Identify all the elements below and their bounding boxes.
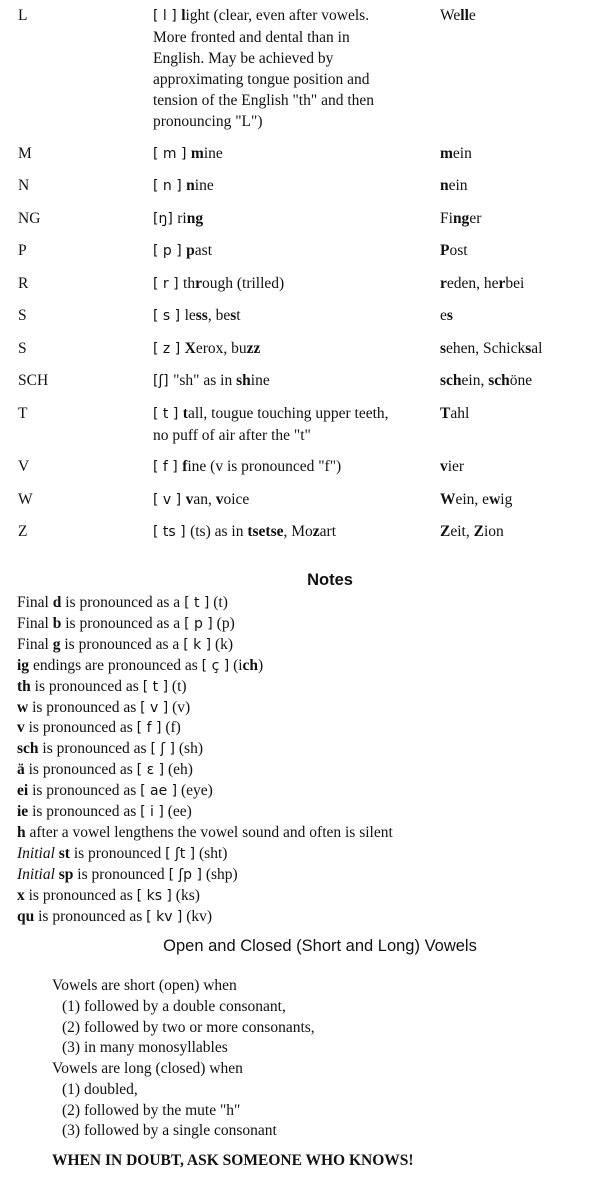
text-run: (p) [212,614,235,632]
bold-text: m [440,144,453,162]
example-cell [440,456,588,489]
bold-text: s [440,339,447,357]
bold-text: ll [460,7,469,24]
text-run: ine [250,372,270,389]
note-line [17,635,587,656]
bold-text: th [17,677,31,695]
bold-text: m [190,144,204,162]
bold-text: n [440,177,449,194]
example-cell [440,143,588,176]
text-run: is pronounced as [28,698,141,716]
bold-text: v [440,458,448,475]
bold-text: h [17,823,26,841]
ipa-symbol: [ p ] [184,615,213,632]
letter-cell: N [18,177,30,194]
text-run: (sh) [175,740,203,758]
italic-text: Initial [17,865,55,883]
text-run: oice [223,490,250,508]
note-line [17,656,587,677]
sound-cell [153,521,440,554]
letter-cell: Z [18,523,28,540]
sound-cell [153,489,440,522]
letter-cell: L [18,7,28,24]
text-run: , be [207,307,231,324]
bold-text: f [182,458,188,475]
bold-text: sp [58,865,74,883]
bold-text: ng [452,209,470,227]
text-run: th [183,274,196,292]
ipa-symbol: [ r ] [153,275,184,292]
table-row [18,143,588,176]
bold-text: v [185,490,194,508]
sound-cell [153,305,440,338]
example-cell [440,370,588,403]
text-run: ) [258,656,264,674]
text-run: ion [483,523,504,540]
long-vowels-list [52,1080,572,1142]
text-run: Final [17,635,53,653]
note-line [17,718,587,739]
text-run: le [184,307,196,324]
text-run: is pronounced as a [61,594,185,611]
text-run: ine [194,177,214,194]
text-run: Fi [440,209,453,227]
example-cell [440,240,588,273]
sound-cell [153,175,440,208]
bold-text: sch [488,372,510,389]
note-line [17,886,587,907]
italic-text: Initial [17,844,55,862]
notes-heading: Notes [307,571,353,589]
table-row [18,273,588,306]
ipa-symbol: [ t ] [142,678,169,695]
letter-cell: S [18,307,27,324]
note-line [17,781,587,802]
bold-text: qu [17,907,35,925]
note-line [17,677,587,698]
table-row [18,338,588,371]
bold-text: ä [17,761,25,779]
text-run: We [440,7,461,24]
ipa-symbol: [ʃ] [153,373,174,389]
sound-cell [153,273,440,306]
text-run: bei [505,274,525,292]
bold-text: s [525,339,532,357]
text-run: (t) [168,677,187,695]
letter-cell: SCH [18,372,49,389]
text-run: all, tougue touching upper teeth, [187,404,389,422]
bold-text: ie [17,803,29,821]
list-item: (1) doubled, [62,1080,138,1098]
bold-text: w [489,490,501,508]
example-cell [440,403,588,457]
ipa-symbol: [ v ] [140,699,169,716]
text-run: ost [449,242,468,259]
letter-cell: W [18,490,33,508]
ipa-symbol: [ t ] [184,595,210,611]
bold-text: X [184,339,196,357]
short-vowels-list [52,997,572,1059]
text-run: ast [194,242,213,259]
bold-text: ei [17,782,29,800]
bold-text: ig [17,656,30,674]
bold-text: Z [473,523,484,540]
ipa-symbol: [ ʃt ] [165,845,196,862]
table-row [18,5,588,143]
closing-advice: WHEN IN DOUBT, ASK SOMEONE WHO KNOWS! [52,1152,414,1169]
text-run: ight (clear, even after vowels. [185,7,370,24]
list-item: (2) followed by the mute "h" [62,1101,241,1119]
vowels-heading: Open and Closed (Short and Long) Vowels [163,937,477,955]
bold-text: sh [236,372,251,389]
long-vowels-intro: Vowels are long (closed) when [52,1060,243,1077]
text-run: is pronounced as [28,782,141,800]
note-line [17,844,587,865]
bold-text: g [52,635,61,653]
note-line [17,760,587,781]
note-line [17,907,587,928]
text-run: is pronounced as [28,803,141,821]
note-line [17,802,587,823]
bold-text: s [230,307,237,324]
table-row [18,370,588,403]
ipa-symbol: [ n ] [153,178,187,194]
letter-cell: NG [18,209,41,227]
ipa-symbol: [ i ] [140,804,164,821]
long-vowels-section [52,1059,572,1142]
list-item: (3) followed by a single consonant [62,1122,277,1140]
bold-text: r [498,274,506,292]
text-run: English. May be achieved by [153,50,334,67]
text-run: Final [17,594,53,611]
text-run: al [531,339,543,357]
ipa-symbol: [ s ] [153,308,185,324]
ipa-symbol: l [162,8,167,24]
short-vowels-section [52,976,572,1059]
bold-text: sch [440,372,462,389]
bold-text: v [215,490,224,508]
text-run: , Mo [283,523,313,540]
text-run: ein [448,177,468,194]
bold-text: T [440,404,451,422]
sound-cell [153,5,440,143]
text-run: öne [509,372,533,389]
table-row [18,521,588,554]
bold-text: n [186,177,195,194]
text-run: is pronounced as a [61,614,185,632]
letter-cell: M [18,144,32,162]
text-run: tension of the English "th" and then [153,92,375,109]
text-run: eit, [450,523,474,540]
text-run: (kv) [182,907,213,925]
letter-cell: R [18,274,29,292]
ipa-symbol: [ ç ] [201,657,230,674]
ipa-symbol: [ v ] [153,491,186,508]
text-run: (ee) [163,803,192,821]
bold-text: r [440,274,447,292]
text-run: is pronounced as [34,907,147,925]
bold-text: tsetse [247,523,284,540]
text-run: is pronounced as a [60,635,184,653]
bold-text: s [446,307,453,324]
text-run: (t) [209,594,228,611]
pronunciation-table-body [18,5,588,554]
example-cell [440,273,588,306]
text-run: erox, bu [195,339,247,357]
text-run: is pronounced as [24,761,137,779]
table-row [18,208,588,241]
table-row [18,489,588,522]
text-run: ig [500,490,513,508]
letter-cell: S [18,339,27,357]
bold-text: ss [195,307,208,324]
table-row [18,175,588,208]
text-run: t [236,307,241,324]
sound-cell [153,240,440,273]
ipa-symbol: [ ʃ ] [150,741,175,758]
example-cell [440,338,588,371]
short-vowels-intro: Vowels are short (open) when [52,977,237,994]
bold-text: z [312,523,320,540]
text-run: art [319,523,337,540]
text-run: no puff of air after the "t" [153,426,311,444]
text-run: ier [447,458,465,475]
text-run: Final [17,614,53,632]
letter-cell: P [18,242,27,259]
text-run: endings are pronounced as [29,656,202,674]
note-line [17,865,587,886]
text-run: is pronounced [73,865,169,883]
bold-text: x [17,886,25,904]
example-cell [440,5,588,143]
bold-text: Z [440,523,451,540]
bold-text: ch [242,656,259,674]
text-run: ine (v is pronounced "f") [187,458,342,475]
example-cell [440,175,588,208]
text-run: ine [203,144,223,162]
note-line [17,698,587,719]
bold-text: p [186,242,195,259]
bold-text: P [440,242,450,259]
text-run: ough (trilled) [201,274,285,292]
bold-text: t [182,404,188,422]
example-cell [440,521,588,554]
text-run: (k) [211,635,234,653]
note-line [17,823,587,844]
bold-text: sch [17,740,39,758]
table-row [18,403,588,457]
note-line [17,614,587,635]
text-run: (eh) [164,761,193,779]
text-run: is pronounced as [38,740,151,758]
text-run: after a vowel lengthens the vowel sound and often is silent [25,823,393,841]
bold-text: d [52,594,62,611]
sound-cell [153,370,440,403]
bold-text: ng [186,209,204,227]
example-cell [440,305,588,338]
sound-cell [153,456,440,489]
text-run: ein [452,144,472,162]
text-run: approximating tongue position and [153,71,370,88]
ipa-symbol: [ t ] [153,405,183,422]
bold-text: r [195,274,202,292]
text-run: (ts) as in [190,523,248,540]
ipa-symbol: [ z ] [153,340,185,357]
text-run: ahl [450,404,470,422]
bold-text: W [440,490,456,508]
ipa-symbol: [ ʃp ] [168,866,202,883]
text-run: (shp) [201,865,238,883]
text-run: is pronounced as [24,719,137,737]
bold-text: w [17,698,29,716]
ipa-symbol: [ ae ] [140,783,178,800]
ipa-symbol: [ p ] [153,243,187,259]
table-row [18,240,588,273]
text-run: (sht) [195,844,228,862]
example-cell [440,489,588,522]
ipa-symbol: [ [153,8,163,24]
bold-text: v [17,719,25,737]
text-run: an, [193,490,216,508]
text-run: is pronounced [69,844,166,862]
list-item: (2) followed by two or more consonants, [62,1018,315,1036]
text-run: (ks) [171,886,200,904]
letter-cell: V [18,458,30,475]
notes-list [17,593,587,928]
text-run: "sh" as in [173,372,237,389]
sound-cell [153,338,440,371]
text-run: ein, [461,372,489,389]
text-run: eden, he [446,274,499,292]
ipa-symbol: [ ks ] [136,887,172,904]
table-row [18,456,588,489]
text-run: (f) [161,719,181,737]
ipa-symbol: [ kv ] [146,908,183,925]
sound-cell [153,143,440,176]
text-run: ehen, Schick [446,339,526,357]
text-run: (eye) [177,782,213,800]
ipa-symbol: [ ɛ ] [136,762,165,779]
text-run: is pronounced as [24,886,137,904]
text-run: er [469,209,482,227]
ipa-symbol: [ f ] [136,720,162,737]
sound-cell [153,208,440,241]
text-run: ein, e [455,490,490,508]
pronunciation-table [18,5,588,554]
ipa-symbol: [ k ] [183,636,212,653]
note-line [17,593,587,614]
ipa-symbol: [ŋ] [153,210,178,227]
text-run: ri [177,209,187,227]
text-run: is pronounced as [30,677,143,695]
text-run: (v) [168,698,191,716]
ipa-symbol: [ ts ] [153,524,191,540]
text-run: e [468,7,476,24]
bold-text: st [58,844,70,862]
example-cell [440,208,588,241]
list-item: (3) in many monosyllables [62,1039,228,1057]
note-line [17,739,587,760]
table-row [18,305,588,338]
sound-cell [153,403,440,457]
letter-cell: T [18,404,28,422]
text-run: More fronted and dental than in [153,29,350,46]
text-run: e [440,307,447,324]
bold-text: l [181,7,186,24]
ipa-symbol: [ f ] [153,459,183,475]
text-run: pronouncing "L") [153,113,263,130]
ipa-symbol: [ m ] [153,145,191,162]
list-item: (1) followed by a double consonant, [62,997,286,1015]
text-run: (i [229,656,243,674]
bold-text: b [52,614,62,632]
bold-text: zz [246,339,261,357]
ipa-symbol: ] [166,8,182,24]
